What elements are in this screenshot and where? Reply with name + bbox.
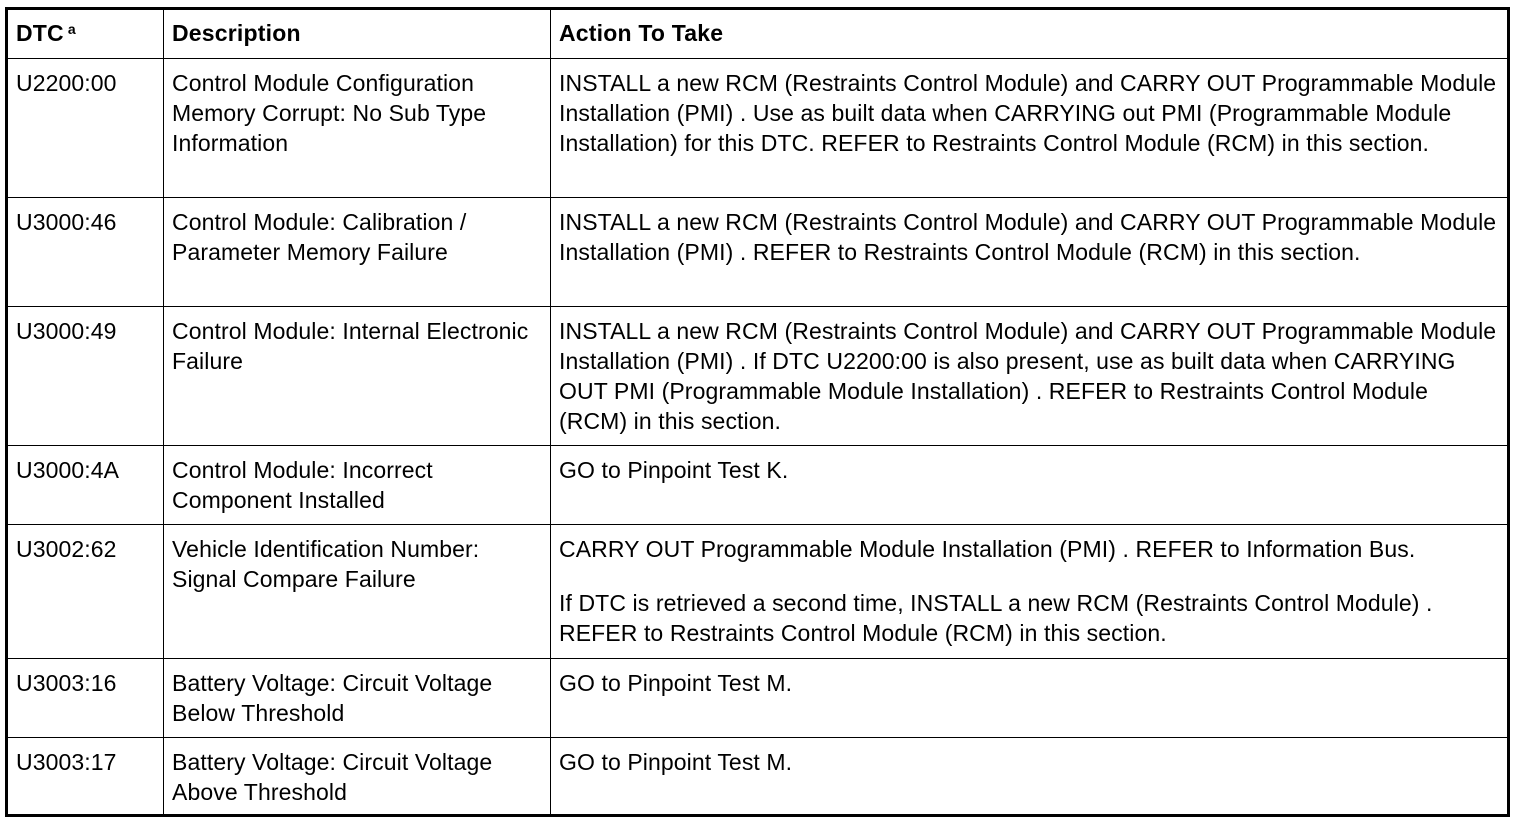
- table-row: [7, 738, 1509, 816]
- cell-action: [551, 525, 1509, 659]
- cell-description: Control Module: Calibration / Parameter Memory Failure: [164, 198, 551, 307]
- action-paragraph: GO to Pinpoint Test K.: [559, 457, 789, 483]
- table-row: [7, 525, 1509, 659]
- cell-description: Vehicle Identification Number: Signal Compare Failure: [164, 525, 551, 659]
- action-paragraph: If DTC is retrieved a second time, INSTALL a new RCM (Restraints Control Module) . REFER to Restraints Control Module (RCM) in this section.: [559, 590, 1433, 646]
- cell-dtc: U3003:16: [7, 659, 164, 738]
- cell-action: [551, 659, 1509, 738]
- table-row: [7, 659, 1509, 738]
- table-row: [7, 198, 1509, 307]
- cell-action: [551, 59, 1509, 198]
- cell-dtc: U3000:49: [7, 307, 164, 446]
- table-row: [7, 446, 1509, 525]
- cell-dtc: U3002:62: [7, 525, 164, 659]
- table-header: [7, 9, 1509, 59]
- cell-dtc: U3003:17: [7, 738, 164, 816]
- action-paragraph: INSTALL a new RCM (Restraints Control Module) and CARRY OUT Programmable Module Installation (PMI) . Use as built data when CARRYING out PMI (Programmable Module Installation) for this DTC. REFER to Restraints Control Module (RCM) in this section.: [559, 70, 1497, 156]
- header-row: [7, 9, 1509, 59]
- cell-description: Control Module Configuration Memory Corrupt: No Sub Type Information: [164, 59, 551, 198]
- cell-action: [551, 738, 1509, 816]
- table-row: [7, 307, 1509, 446]
- header-dtc: [7, 9, 164, 59]
- cell-dtc: U3000:4A: [7, 446, 164, 525]
- cell-dtc: U3000:46: [7, 198, 164, 307]
- action-paragraph: INSTALL a new RCM (Restraints Control Module) and CARRY OUT Programmable Module Installation (PMI) . REFER to Restraints Control Module (RCM) in this section.: [559, 209, 1497, 265]
- cell-description: Battery Voltage: Circuit Voltage Below Threshold: [164, 659, 551, 738]
- cell-dtc: U2200:00: [7, 59, 164, 198]
- header-action: Action To Take: [551, 9, 1509, 59]
- table-row: [7, 59, 1509, 198]
- dtc-table: [5, 7, 1510, 817]
- header-description: Description: [164, 9, 551, 59]
- action-paragraph: GO to Pinpoint Test M.: [559, 749, 793, 775]
- dtc-footnote-marker: a: [67, 21, 76, 37]
- cell-action: [551, 307, 1509, 446]
- cell-action: [551, 446, 1509, 525]
- cell-description: Control Module: Incorrect Component Installed: [164, 446, 551, 525]
- action-paragraph: GO to Pinpoint Test M.: [559, 670, 793, 696]
- table-body: [7, 59, 1509, 816]
- cell-action: [551, 198, 1509, 307]
- header-dtc-label: DTC: [16, 20, 64, 46]
- action-paragraph: INSTALL a new RCM (Restraints Control Module) and CARRY OUT Programmable Module Installation (PMI) . If DTC U2200:00 is also present, use as built data when CARRYING OUT PMI (Programmable Module Installation) . REFER to Restraints Control Module (RCM) in this section.: [559, 318, 1497, 434]
- cell-description: Battery Voltage: Circuit Voltage Above Threshold: [164, 738, 551, 816]
- cell-description: Control Module: Internal Electronic Failure: [164, 307, 551, 446]
- action-paragraph: CARRY OUT Programmable Module Installation (PMI) . REFER to Information Bus.: [559, 536, 1416, 562]
